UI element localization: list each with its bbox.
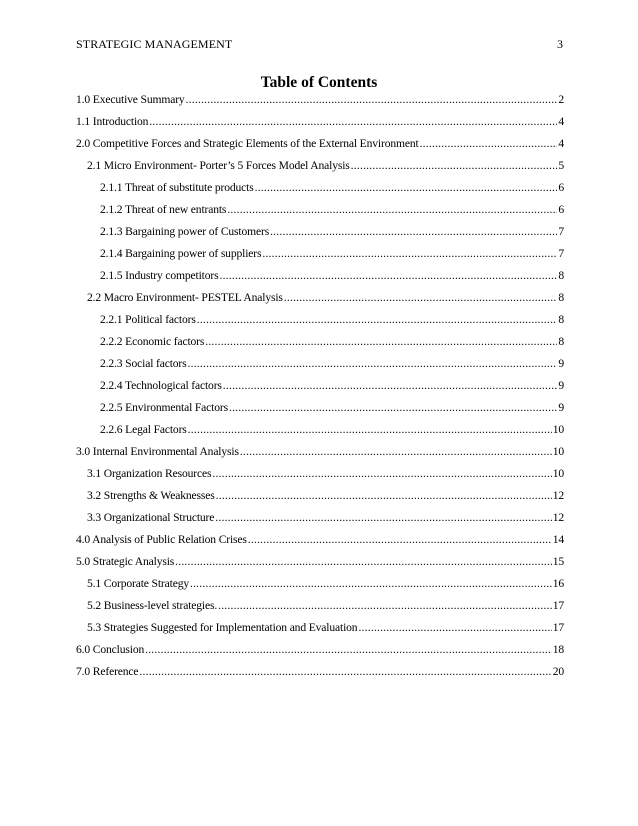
toc-entry-label: 1.0 Executive Summary [76,93,185,106]
toc-entry[interactable] [76,554,564,570]
toc-entry-label: 2.2.1 Political factors [100,313,196,326]
toc-entry[interactable] [100,224,564,240]
toc-entry[interactable] [100,202,564,218]
toc-entry[interactable] [76,136,564,152]
toc-entry-label: 5.1 Corporate Strategy [87,577,189,590]
dot-leader [190,576,552,592]
toc-entry[interactable] [100,180,564,196]
toc-entry-page: 4 [558,137,564,150]
dot-leader [216,488,552,504]
dot-leader [240,444,552,460]
toc-entry-page: 4 [558,115,564,128]
toc-entry-label: 3.1 Organization Resources [87,467,212,480]
toc-entry[interactable] [100,378,564,394]
toc-entry-page: 17 [552,621,564,634]
toc-entry[interactable] [87,620,564,636]
toc-entry-label: 5.2 Business-level strategies. [87,599,218,612]
dot-leader [197,312,558,328]
toc-entry-label: 2.0 Competitive Forces and Strategic Elements of the External Environment [76,137,419,150]
toc-entry-page: 6 [558,181,564,194]
dot-leader [149,114,557,130]
toc-entry[interactable] [87,576,564,592]
toc-entry-label: 2.1.4 Bargaining power of suppliers [100,247,262,260]
toc-entry-label: 2.2.3 Social factors [100,357,187,370]
toc-entry-label: 2.2 Macro Environment- PESTEL Analysis [87,291,283,304]
dot-leader [212,466,551,482]
toc-entry-label: 5.0 Strategic Analysis [76,555,175,568]
toc-entry-page: 5 [558,159,564,172]
toc-entry-page: 7 [558,225,564,238]
dot-leader [420,136,558,152]
dot-leader [188,422,552,438]
toc-entry-label: 3.2 Strengths & Weaknesses [87,489,215,502]
toc-entry[interactable] [87,510,564,526]
toc-entry-page: 12 [552,511,564,524]
toc-entry[interactable] [76,532,564,548]
dot-leader [139,664,551,680]
dot-leader [188,356,558,372]
toc-entry[interactable] [87,158,564,174]
toc-entry[interactable] [100,334,564,350]
dot-leader [219,268,557,284]
toc-entry[interactable] [100,422,564,438]
toc-entry-label: 1.1 Introduction [76,115,149,128]
toc-entry[interactable] [100,312,564,328]
toc-entry-label: 2.1 Micro Environment- Porter’s 5 Forces Model Analysis [87,159,350,172]
toc-entry-label: 2.2.6 Legal Factors [100,423,187,436]
toc-entry[interactable] [100,268,564,284]
toc-entry-page: 8 [558,291,564,304]
toc-entry-page: 20 [552,665,564,678]
toc-entry[interactable] [76,92,564,108]
running-header [76,36,563,52]
toc-entry-page: 9 [558,401,564,414]
toc-entry-label: 2.2.5 Environmental Factors [100,401,228,414]
toc-entry-page: 14 [552,533,564,546]
toc-entry-page: 10 [552,423,564,436]
dot-leader [175,554,552,570]
toc-entry[interactable] [87,598,564,614]
toc-entry-label: 2.1.5 Industry competitors [100,269,219,282]
toc-entry-label: 5.3 Strategies Suggested for Implementation and Evaluation [87,621,358,634]
toc-entry-label: 2.2.4 Technological factors [100,379,222,392]
toc-entry-page: 7 [558,247,564,260]
dot-leader [255,180,558,196]
toc-entry-page: 12 [552,489,564,502]
toc-entry-page: 8 [558,269,564,282]
running-header-title: STRATEGIC MANAGEMENT [76,37,233,51]
toc-entry-label: 3.0 Internal Environmental Analysis [76,445,239,458]
toc-entry-page: 10 [552,467,564,480]
dot-leader [270,224,557,240]
toc-entry-page: 8 [558,335,564,348]
toc-entry[interactable] [87,290,564,306]
toc-entry-label: 2.2.2 Economic factors [100,335,205,348]
toc-entry[interactable] [87,466,564,482]
toc-entry-page: 10 [552,445,564,458]
toc-entry[interactable] [100,246,564,262]
toc-entry-page: 9 [558,379,564,392]
toc-entry-label: 2.1.3 Bargaining power of Customers [100,225,270,238]
toc-entry-label: 7.0 Reference [76,665,139,678]
toc-entry-page: 15 [552,555,564,568]
toc-heading: Table of Contents [260,74,378,91]
toc-entry[interactable] [76,664,564,680]
dot-leader [145,642,552,658]
dot-leader [284,290,558,306]
dot-leader [248,532,552,548]
dot-leader [223,378,558,394]
toc-entry[interactable] [87,488,564,504]
toc-entry-page: 16 [552,577,564,590]
toc-entry[interactable] [76,444,564,460]
toc-entry[interactable] [100,356,564,372]
toc-entry[interactable] [76,114,564,130]
dot-leader [215,510,551,526]
dot-leader [229,400,557,416]
toc-entry-label: 2.1.2 Threat of new entrants [100,203,227,216]
toc-entry-label: 2.1.1 Threat of substitute products [100,181,254,194]
dot-leader [186,92,558,108]
toc-entry-label: 6.0 Conclusion [76,643,145,656]
dot-leader [351,158,558,174]
dot-leader [358,620,551,636]
toc-entry-page: 9 [558,357,564,370]
toc-entry-page: 2 [558,93,564,106]
dot-leader [218,598,552,614]
toc-entry-page: 8 [558,313,564,326]
toc-entry-label: 4.0 Analysis of Public Relation Crises [76,533,247,546]
toc-entry[interactable] [76,642,564,658]
dot-leader [262,246,557,262]
dot-leader [205,334,557,350]
toc-entry-page: 6 [558,203,564,216]
toc-entry-label: 3.3 Organizational Structure [87,511,215,524]
dot-leader [227,202,557,218]
running-header-page-number: 3 [557,37,563,51]
toc-entry[interactable] [100,400,564,416]
toc-entry-page: 18 [552,643,564,656]
toc-entry-page: 17 [552,599,564,612]
